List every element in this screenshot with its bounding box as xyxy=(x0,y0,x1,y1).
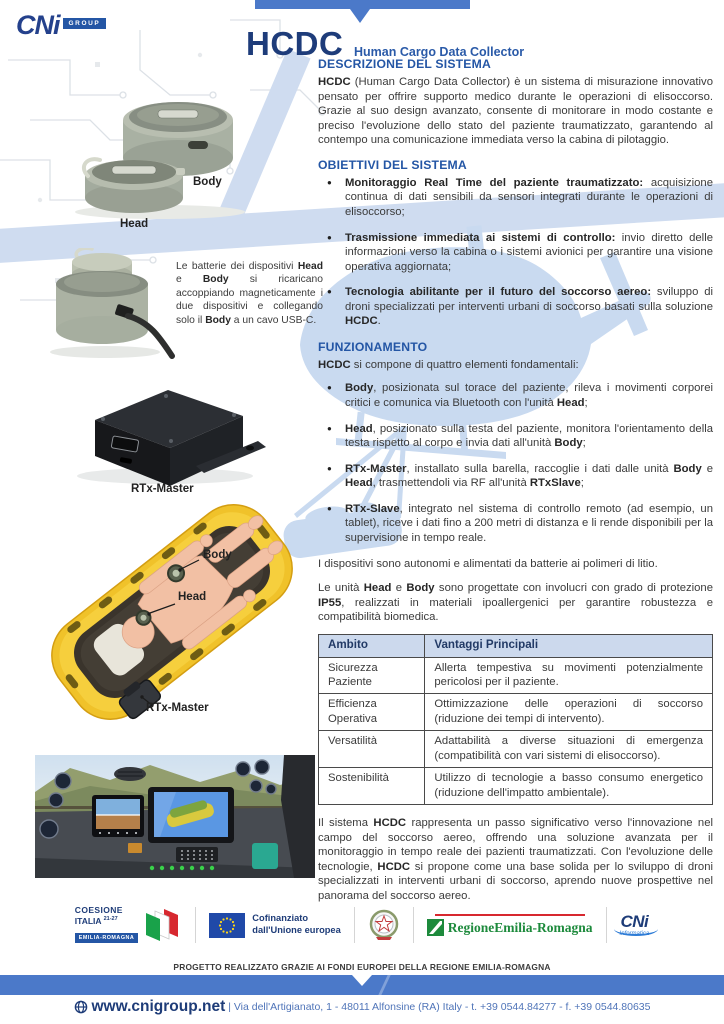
coesione-italia-logo xyxy=(75,906,183,944)
funzionamento-intro: HCDC si compone di quattro elementi fondamentali: xyxy=(318,358,579,371)
logo-separator xyxy=(606,907,607,943)
stretcher-photo xyxy=(30,492,322,754)
obiettivi-bullet-2: ● Trasmissione immediata ai sistemi di controllo: invio diretto delle informazioni verso la cabina o i sistemi avionici per garantire una visione operativa aggiornata; xyxy=(318,231,713,275)
funzionamento-bullet-body: ● Body, posizionata sul torace del paziente, rileva i movimenti corporei critici e comunica via Bluetooth con l'unità Head; xyxy=(318,381,713,410)
battery-paragraph: I dispositivi sono autonomi e alimentati da batterie ai polimeri di litio. xyxy=(318,557,658,570)
website-link: www.cnigroup.net xyxy=(91,998,226,1015)
globe-icon xyxy=(74,1000,88,1014)
table-row: Efficienza Operativa Ottimizzazione delle operazioni di soccorso (riduzione dei tempi di intervento). xyxy=(319,694,713,731)
battery-note-text: Le batterie dei dispositivi xyxy=(176,261,298,272)
regione-name: RegioneEmilia-Romagna xyxy=(447,919,593,935)
project-funding-text: PROGETTO REALIZZATO GRAZIE AI FONDI EUROPEI DELLA REGIONE EMILIA-ROMAGNA xyxy=(173,962,551,972)
partner-logos-row xyxy=(0,906,724,944)
head-device-label: Head xyxy=(120,218,149,230)
funzionamento-bullet-head: ● Head, posizionato sulla testa del paziente, monitora l'orientamento della testa rispetto al corpo e invia dati all'unità Body; xyxy=(318,422,713,451)
stretcher-head-label: Head xyxy=(178,591,207,603)
table-header-row xyxy=(319,634,713,657)
eu-text: Cofinanziato dall'Unione europea xyxy=(252,913,341,935)
address-text: | Via dell'Artigianato, 1 - 48011 Alfonsine (RA) Italy - t. +39 0544.84277 - f. +39 0544.80635 xyxy=(228,1001,651,1013)
footer-bar-pointer xyxy=(352,975,372,986)
emilia-romagna-badge: EMILIA-ROMAGNA xyxy=(75,933,139,943)
col-header-ambito: Ambito xyxy=(319,634,425,657)
regione-red-line xyxy=(435,914,585,917)
body-device-label: Body xyxy=(193,176,222,188)
body-head-devices-photo xyxy=(60,88,322,220)
main-content xyxy=(318,57,713,913)
regione-logo-icon xyxy=(427,919,444,936)
conclusion-paragraph: Il sistema HCDC rappresenta un passo significativo verso l'innovazione nel campo del soccorso aereo, offrendo una soluzione avanzata per il monitoraggio in tempo reale dei pazienti traumatizzati. Con l'evoluzione delle tecnologie, HCDC si propone come una base solida per lo sviluppo di droni specializzati in interventi urbani di soccorso, aprendo nuove prospettive nel panorama del soccorso aereo. xyxy=(318,817,714,903)
obiettivi-bullet-1: ● Monitoraggio Real Time del paziente traumatizzato: acquisizione continua di dati sensibili da sensori integrati durante le operazioni di elisoccorso; xyxy=(318,176,713,220)
center-display xyxy=(148,787,234,843)
table-row: Versatilità Adattabilità a diverse situazioni di emergenza (compatibilità con vari sistemi di elisoccorso). xyxy=(319,731,713,768)
italy-emblem-icon xyxy=(368,907,400,943)
stacked-devices-icon xyxy=(56,248,172,356)
funzionamento-bullet-rtx-master: ● RTx-Master, installato sulla barella, raccoglie i dati dalle unità Body e Head, trasmettendoli via RF all'unità RTxSlave; xyxy=(318,462,713,491)
attitude-indicator xyxy=(92,795,144,837)
eu-flag-icon xyxy=(209,913,245,938)
eu-cofunding-logo xyxy=(209,913,340,938)
coesione-flag-icon xyxy=(142,906,182,944)
coesione-line1: COESIONE xyxy=(74,905,123,916)
stretcher-body-label: Body xyxy=(203,549,232,561)
regione-emilia-romagna-logo xyxy=(427,914,593,937)
page-title: HCDC xyxy=(246,25,344,62)
cockpit-photo xyxy=(35,755,315,878)
head-device-icon xyxy=(84,159,185,213)
group-badge: GROUP xyxy=(63,18,107,29)
section-heading-funzionamento: FUNZIONAMENTO xyxy=(318,339,428,354)
descrizione-paragraph: HCDC (Human Cargo Data Collector) è un sistema di misurazione innovativo pensato per offrire supporto medico durante le operazioni di elisoccorso. Grazie al suo design avanzato, consente di monitorare in modo costante e preciso l'evoluzione dello stato del paziente traumatizzato, garantendo al contempo una comunicazione immediata verso la cabina di pilotaggio. xyxy=(318,76,713,147)
ip55-paragraph: Le unità Head e Body sono progettate con involucri con grado di protezione IP55, realizzati in materiali ipoallergenici per garantire robustezza e compatibilità biomedica. xyxy=(318,582,713,624)
cni-informatica-logo: CNi Informatica xyxy=(620,913,650,937)
table-row: Sostenibilità Utilizzo di tecnologie a basso consumo energetico (riduzione dell'impatto ambientale). xyxy=(319,768,713,805)
funzionamento-bullet-rtx-slave: ● RTx-Slave, integrato nel sistema di controllo remoto (ad esempio, un tablet), riceve i dati fino a 200 metri di distanza e li rende disponibili per la supervisione in tempo reale. xyxy=(318,502,713,546)
cni-swoosh-icon xyxy=(614,922,658,936)
top-banner xyxy=(255,0,470,9)
footer-contact-line xyxy=(0,998,724,1016)
cni-logo-text: CNi xyxy=(16,10,60,40)
logo-separator xyxy=(413,907,414,943)
cni-group-logo xyxy=(16,12,106,39)
top-banner-pointer xyxy=(350,9,370,23)
stretcher-rtx-label: RTx-Master xyxy=(146,702,209,714)
table-row: Sicurezza Paziente Allerta tempestiva su movimenti potenzialmente pericolosi per il paziente. xyxy=(319,657,713,694)
col-header-vantaggi: Vantaggi Principali xyxy=(425,634,713,657)
charging-devices-photo xyxy=(35,248,183,368)
logo-separator xyxy=(195,907,196,943)
rtx-master-photo xyxy=(55,378,267,486)
coesione-line2: ITALIA $^{21-27}$ xyxy=(74,915,118,926)
section-heading-descrizione: DESCRIZIONE DEL SISTEMA xyxy=(318,57,491,71)
teal-panel xyxy=(252,843,278,869)
section-heading-obiettivi: OBIETTIVI DEL SISTEMA xyxy=(318,157,467,172)
page-subtitle: Human Cargo Data Collector xyxy=(354,45,525,59)
vantaggi-table xyxy=(318,634,713,805)
battery-note: Le batterie dei dispositivi Head e Body si ricaricano accoppiando magneticamente i due dispositivi e collegando solo il Body a un cavo USB-C. xyxy=(176,261,323,326)
obiettivi-bullet-3: ● Tecnologia abilitante per il futuro del soccorso aereo: sviluppo di droni specializzati per interventi urbani di soccorso basati sulla soluzione HCDC. xyxy=(318,285,713,329)
logo-separator xyxy=(354,907,355,943)
rtx-master-label: RTx-Master xyxy=(131,483,194,495)
